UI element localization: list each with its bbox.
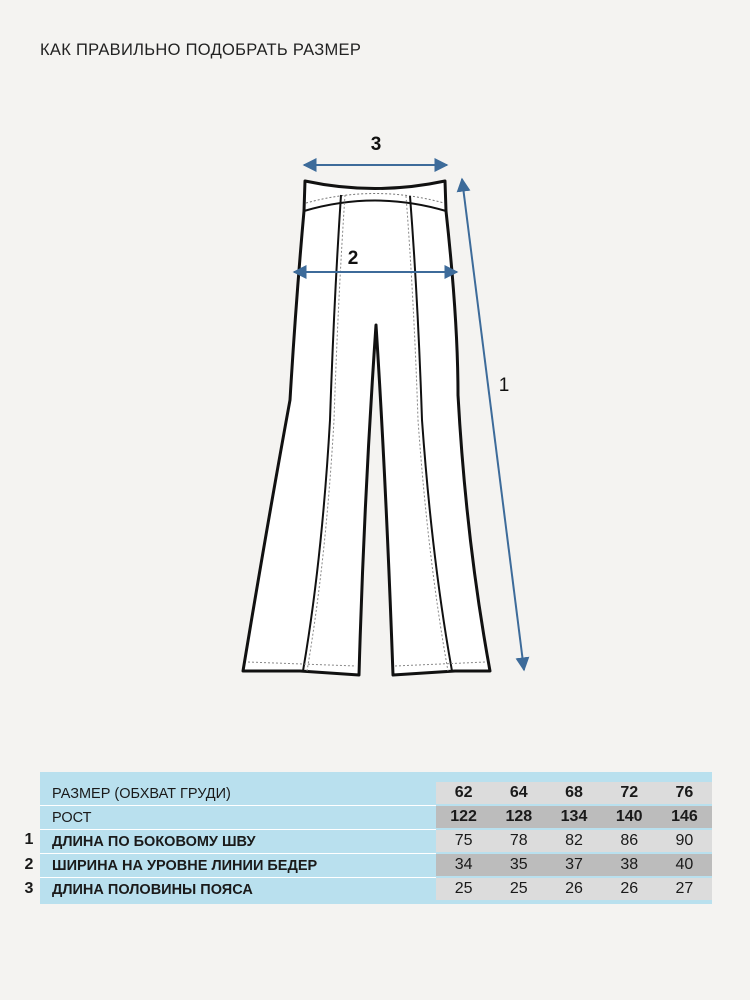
hip-width-label: 2 [347, 248, 359, 269]
height-value: 146 [671, 808, 698, 825]
measurement-value: 26 [565, 880, 583, 897]
table-row [40, 854, 712, 876]
measurement-value: 35 [509, 856, 528, 873]
measurement-label: ДЛИНА ПО БОКОВОМУ ШВУ [52, 834, 256, 850]
measurement-value: 26 [620, 880, 639, 897]
table-row-size [40, 782, 712, 804]
measurement-label: ШИРИНА НА УРОВНЕ ЛИНИИ БЕДЕР [52, 858, 318, 874]
size-value: 68 [565, 784, 583, 801]
measurement-value: 90 [675, 832, 694, 849]
measurement-label: ДЛИНА ПОЛОВИНЫ ПОЯСА [52, 882, 253, 898]
height-value: 128 [505, 808, 533, 825]
length-label: 1 [498, 375, 510, 396]
height-value: 134 [560, 808, 588, 825]
measurement-value: 25 [454, 880, 473, 897]
table-row [40, 830, 712, 852]
row-number: 1 [24, 831, 34, 848]
waist-label: 3 [370, 134, 382, 155]
measurement-value: 75 [454, 832, 473, 849]
pants-outline [243, 181, 490, 675]
page-title: КАК ПРАВИЛЬНО ПОДОБРАТЬ РАЗМЕР [40, 41, 362, 59]
measurement-value: 25 [509, 880, 528, 897]
table-row-height [40, 806, 712, 828]
table-row [40, 878, 712, 900]
measurement-value: 34 [454, 856, 473, 873]
size-value: 72 [620, 784, 639, 801]
measurement-value: 78 [509, 832, 528, 849]
size-header-label: РАЗМЕР (ОБХВАТ ГРУДИ) [52, 786, 231, 802]
measurement-value: 86 [620, 832, 639, 849]
measurement-value: 40 [675, 856, 694, 873]
height-label: РОСТ [52, 810, 92, 826]
measurement-value: 38 [620, 856, 639, 873]
size-value: 76 [675, 784, 694, 801]
measurement-value: 37 [565, 856, 583, 873]
row-number: 2 [24, 856, 34, 873]
size-value: 64 [509, 784, 528, 801]
row-number: 3 [24, 880, 34, 897]
height-value: 122 [450, 808, 477, 825]
measurement-value: 82 [565, 832, 583, 849]
height-value: 140 [615, 808, 643, 825]
measurement-value: 27 [675, 880, 694, 897]
size-table [40, 772, 712, 904]
size-value: 62 [454, 784, 473, 801]
